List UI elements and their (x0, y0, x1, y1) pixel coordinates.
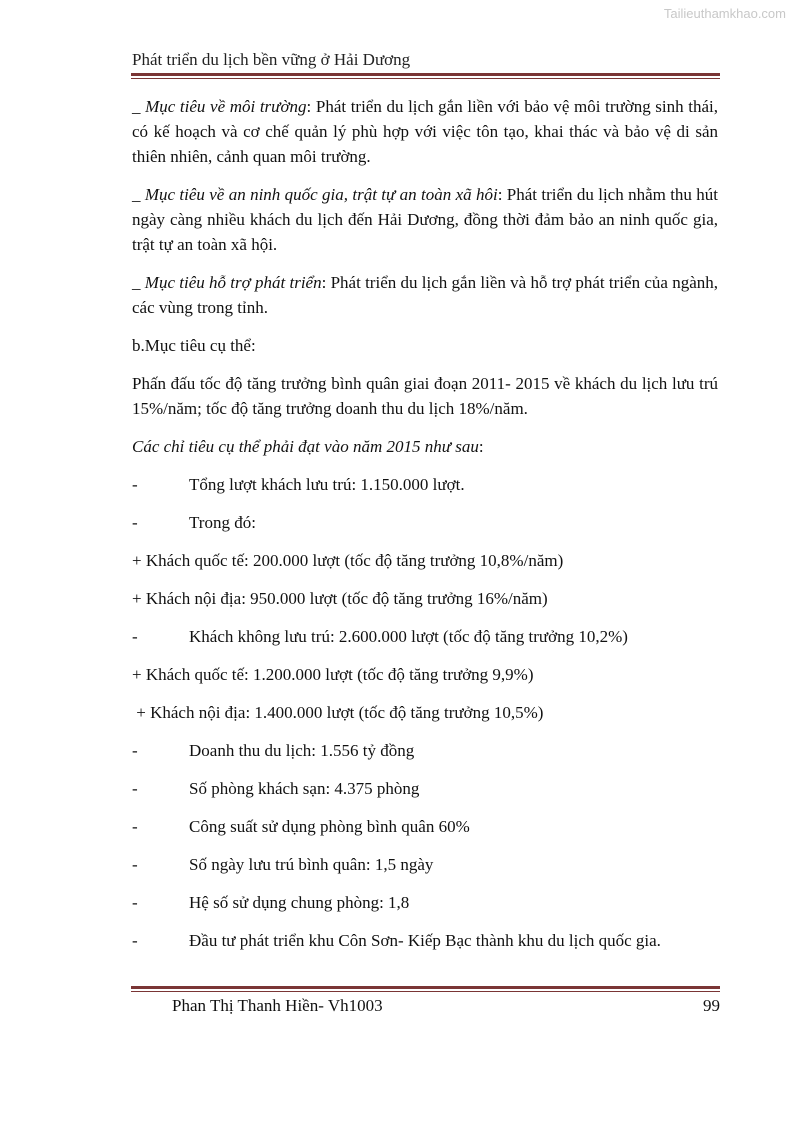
list-item: - Doanh thu du lịch: 1.556 tỷ đồng (132, 738, 718, 763)
paragraph-label: Mục tiêu hỗ trợ phát triển (144, 273, 322, 292)
list-item: - Số ngày lưu trú bình quân: 1,5 ngày (132, 852, 718, 877)
list-item: - Tổng lượt khách lưu trú: 1.150.000 lượt. (132, 472, 718, 497)
list-dash: - (132, 779, 138, 798)
footer-author: Phan Thị Thanh Hiền- Vh1003 (172, 996, 383, 1015)
list-dash: - (132, 513, 138, 532)
list-dash: - (132, 627, 138, 646)
page-number: 99 (703, 996, 720, 1015)
list-item: - Công suất sử dụng phòng bình quân 60% (132, 814, 718, 839)
section-heading: b.Mục tiêu cụ thể: (132, 336, 256, 355)
list-item: + Khách nội địa: 950.000 lượt (tốc độ tăng trưởng 16%/năm) (132, 589, 548, 608)
footer-rule (131, 986, 720, 992)
paragraph-environment: _ Mục tiêu về môi trường: Phát triển du lịch gắn liền với bảo vệ môi trường sinh thái, có kế hoạch và cơ chế quản lý phù hợp với việc tôn tạo, khai thác và bảo vệ di sản thiên nhiên, cảnh quan môi trường. (132, 97, 718, 166)
list-item: - Trong đó: (132, 510, 718, 535)
list-dash: - (132, 855, 138, 874)
list-item: + Khách quốc tế: 1.200.000 lượt (tốc độ tăng trưởng 9,9%) (132, 665, 534, 684)
list-dash: - (132, 931, 138, 950)
header-rule (131, 73, 720, 79)
list-dash: - (132, 475, 138, 494)
watermark: Tailieuthamkhao.com (663, 6, 786, 21)
paragraph-support: _ Mục tiêu hỗ trợ phát triển: Phát triển du lịch gắn liền và hỗ trợ phát triển của ngành, các vùng trong tỉnh. (132, 273, 718, 317)
paragraph-label: Mục tiêu về an ninh quốc gia, trật tự an toàn xã hôi (144, 185, 498, 204)
list-dash: - (132, 893, 138, 912)
list-item: - Đầu tư phát triển khu Côn Sơn- Kiếp Bạc thành khu du lịch quốc gia. (132, 928, 718, 953)
list-dash: - (132, 741, 138, 760)
list-dash: - (132, 817, 138, 836)
list-item: - Hệ số sử dụng chung phòng: 1,8 (132, 890, 718, 915)
paragraph-security: _ Mục tiêu về an ninh quốc gia, trật tự an toàn xã hôi: Phát triển du lịch nhằm thu hút ngày càng nhiều khách du lịch đến Hải Dương, đồng thời đảm bảo an ninh quốc gia, trật tự an toàn xã hội. (132, 185, 718, 254)
page-content (132, 94, 718, 966)
page-header-title: Phát triển du lịch bền vững ở Hải Dương (132, 50, 411, 69)
targets-heading: Các chỉ tiêu cụ thể phải đạt vào năm 2015 như sau: (132, 437, 484, 456)
paragraph-label: Mục tiêu về môi trường (145, 97, 307, 116)
list-item: + Khách nội địa: 1.400.000 lượt (tốc độ tăng trưởng 10,5%) (132, 703, 544, 722)
list-item: - Khách không lưu trú: 2.600.000 lượt (tốc độ tăng trưởng 10,2%) (132, 624, 718, 649)
list-item: + Khách quốc tế: 200.000 lượt (tốc độ tăng trưởng 10,8%/năm) (132, 551, 564, 570)
intro-paragraph: Phấn đấu tốc độ tăng trưởng bình quân giai đoạn 2011- 2015 về khách du lịch lưu trú 15%/năm; tốc độ tăng trưởng doanh thu du lịch 18%/năm. (132, 374, 718, 418)
list-item: - Số phòng khách sạn: 4.375 phòng (132, 776, 718, 801)
